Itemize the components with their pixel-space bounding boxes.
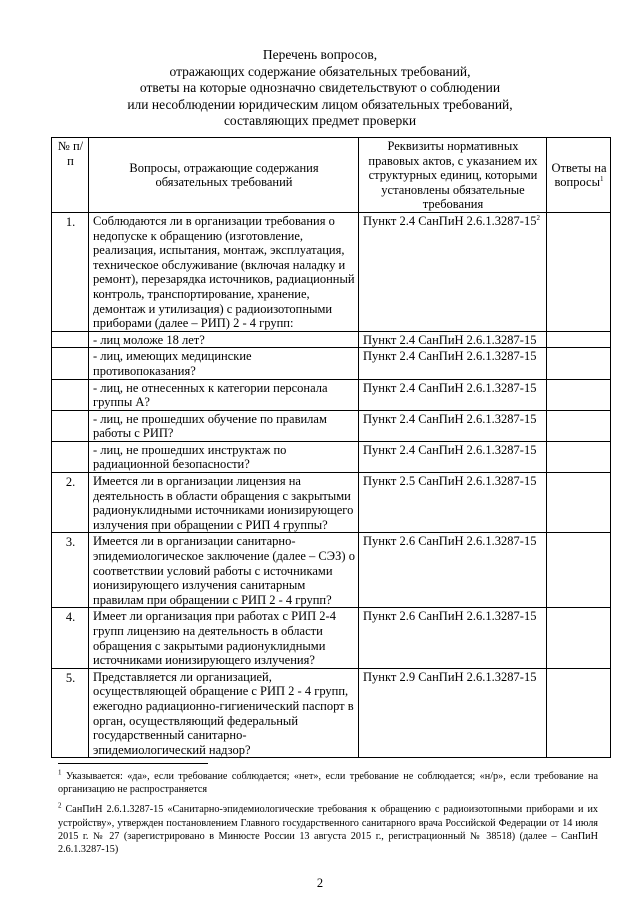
table-row [52,379,611,410]
row-answer [547,473,611,533]
row-requisite [359,473,547,533]
table-body [52,212,611,757]
requisite-text: Пункт 2.4 СанПиН 2.6.1.3287-15 [363,213,537,228]
footnote-ref: 2 [536,213,540,222]
row-requisite [359,410,547,441]
footnote [58,770,598,796]
table-row [52,331,611,348]
title-line: составляющих предмет проверки [223,113,417,129]
row-question: - лиц, не прошедших обучение по правилам работы с РИП? [89,410,359,441]
row-question: - лиц, имеющих медицинские противопоказания? [89,348,359,379]
row-answer [547,410,611,441]
table-row [52,410,611,441]
row-question: - лиц, не отнесенных к категории персонала группы А? [89,379,359,410]
footnote-mark: 1 [58,768,62,777]
requisite-text: Пункт 2.4 СанПиН 2.6.1.3287-15 [363,442,537,457]
footnotes [58,770,598,863]
requisite-text: Пункт 2.5 СанПиН 2.6.1.3287-15 [363,474,537,489]
requisite-text: Пункт 2.4 СанПиН 2.6.1.3287-15 [363,380,537,395]
header-requisites: Реквизиты нормативных правовых актов, с указанием их структурных единиц, которыми установлены обязательные требования [359,138,547,213]
row-answer [547,379,611,410]
row-num: 3. [52,533,89,608]
row-question: Соблюдаются ли в организации требования о недопуске к обращению (изготовление, реализация, испытания, монтаж, эксплуатация, техническое обслуживание (включая наладку и ремонт), перезарядка источников, радиационный контроль, транспортирование, хранение, демонтаж и утилизация) с радиоизотопными приборами (далее – РИП) 2 - 4 групп: [89,212,359,331]
header-answers [547,138,611,213]
page-number: 2 [316,876,324,890]
table-row [52,533,611,608]
row-requisite [359,348,547,379]
footnote-text: Указывается: «да», если требование соблюдается; «нет», если требование не соблюдается; «н/р», если требование на организацию не распространяется [58,771,598,796]
footnote-text: СанПиН 2.6.1.3287-15 «Санитарно-эпидемиологические требования к обращению с радиоизотопными приборами и их устройству», утвержден постановлением Главного государственного санитарного врача Российской Федерации от 14 июля 2015 г. № 27 (зарегистрировано в Минюсте России 13 августа 2015 г., регистрационный № 38518) (далее – СанПиН 2.6.1.3287-15) [58,804,598,856]
row-num [52,410,89,441]
row-question: Представляется ли организацией, осуществляющей обращение с РИП 2 - 4 групп, ежегодно радиационно-гигиенический паспорт в орган, осуществляющий федеральный государственный санитарно-эпидемиологический надзор? [89,668,359,758]
title-line: Перечень вопросов, [262,47,378,62]
requisite-text: Пункт 2.4 СанПиН 2.6.1.3287-15 [363,332,537,347]
table-row [52,212,611,331]
requisite-text: Пункт 2.4 СанПиН 2.6.1.3287-15 [363,349,537,364]
row-num [52,441,89,472]
row-question: - лиц моложе 18 лет? [89,331,359,348]
row-answer [547,212,611,331]
requisite-text: Пункт 2.6 СанПиН 2.6.1.3287-15 [363,609,537,624]
row-num: 1. [52,212,89,331]
row-requisite [359,441,547,472]
row-num: 2. [52,473,89,533]
header-num: № п/п [52,138,89,213]
footnote-separator [58,763,208,764]
row-num: 4. [52,608,89,668]
row-answer [547,533,611,608]
footnote-mark: 2 [58,802,62,811]
table-row [52,348,611,379]
row-answer [547,348,611,379]
requisite-text: Пункт 2.4 СанПиН 2.6.1.3287-15 [363,411,537,426]
requisite-text: Пункт 2.6 СанПиН 2.6.1.3287-15 [363,534,537,549]
row-question: Имеется ли в организации санитарно-эпидемиологическое заключение (далее – СЭЗ) о соответствии условий работы с источниками ионизирующего излучения санитарным правилам при обращении с РИП 2 - 4 групп? [89,533,359,608]
title-line: отражающих содержание обязательных требований, [169,63,471,79]
footnote [58,803,598,856]
row-requisite [359,212,547,331]
row-requisite [359,668,547,758]
row-answer [547,441,611,472]
table-row [52,668,611,758]
row-requisite [359,331,547,348]
header-answers-text: Ответы на вопросы [551,160,607,190]
questions-table [51,137,611,758]
row-requisite [359,379,547,410]
row-question: Имеет ли организация при работах с РИП 2-4 групп лицензию на деятельность в области обращения с закрытыми радионуклидными источниками ионизирующего излучения? [89,608,359,668]
requisite-text: Пункт 2.9 СанПиН 2.6.1.3287-15 [363,669,537,684]
row-requisite [359,608,547,668]
row-requisite [359,533,547,608]
table-row [52,473,611,533]
row-answer [547,331,611,348]
row-num [52,379,89,410]
title-line: ответы на которые однозначно свидетельствуют о соблюдении [139,80,501,96]
title-line: или несоблюдении юридическим лицом обязательных требований, [127,96,513,112]
row-question: Имеется ли в организации лицензия на деятельность в области обращения с закрытыми радионуклидными источниками ионизирующего излучения при обращении с РИП 4 группы? [89,473,359,533]
header-question: Вопросы, отражающие содержания обязательных требований [89,138,359,213]
row-num [52,348,89,379]
row-question: - лиц, не прошедших инструктаж по радиационной безопасности? [89,441,359,472]
table-row [52,441,611,472]
row-num [52,331,89,348]
footnote-ref: 1 [600,175,604,184]
document-title [80,47,560,130]
row-num: 5. [52,668,89,758]
row-answer [547,668,611,758]
table-row [52,608,611,668]
table-header-row [52,138,611,213]
row-answer [547,608,611,668]
